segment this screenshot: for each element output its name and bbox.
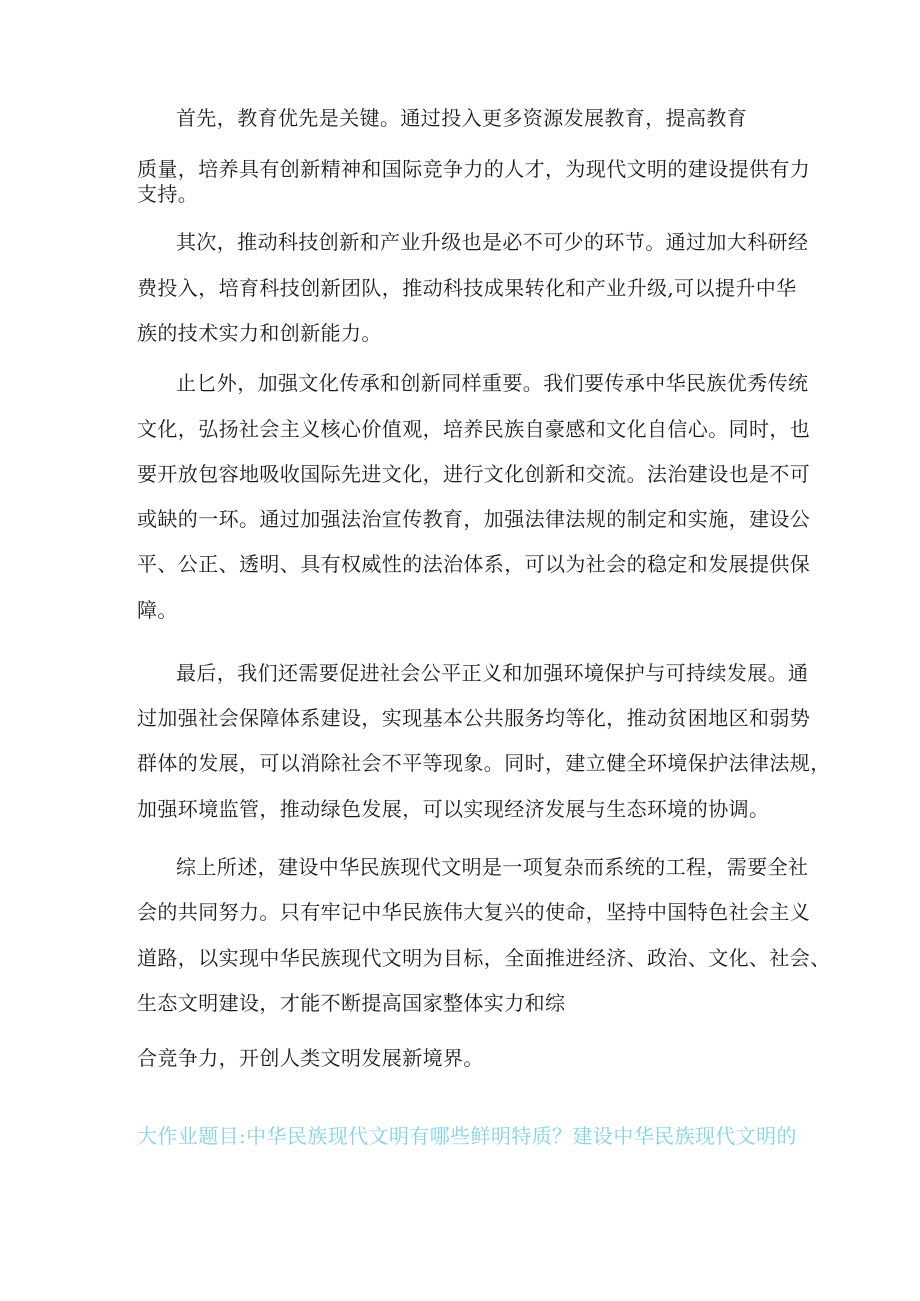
text-line: 或缺的一环。通过加强法治宣传教育，加强法律法规的制定和实施，建设公 [137,507,811,531]
text-line: 群体的发展，可以消除社会不平等现象。同时，建立健全环境保护法律法规， [137,751,831,775]
text-line: 生态文明建设，才能不断提高国家整体实力和综 [137,991,566,1015]
text-line: 综上所述，建设中华民族现代文明是一项复杂而系统的工程，需要全社 [176,855,809,879]
text-line: 费投入，培育科技创新团队，推动科技成果转化和产业升级,可以提升中华 [137,276,797,300]
text-line: 会的共同努力。只有牢记中华民族伟大复兴的使命，坚持中国特色社会主义 [137,900,811,924]
text-line: 首先，教育优先是关键。通过投入更多资源发展教育，提高教育 [176,106,748,130]
text-line: 平、公正、透明、具有权威性的法治体系，可以为社会的稳定和发展提供保 [137,552,811,576]
assignment-heading: 大作业题目:中华民族现代文明有哪些鲜明特质？建设中华民族现代文明的 [137,1124,797,1148]
text-line: 道路，以实现中华民族现代文明为目标，全面推进经济、政治、文化、社会、 [137,946,831,970]
text-line: 族的技术实力和创新能力。 [137,321,382,345]
text-line: 其次，推动科技创新和产业升级也是必不可少的环节。通过加大科研经 [176,230,809,254]
text-line: 障。 [137,598,178,622]
text-line: 合竞争力，开创人类文明发展新境界。 [137,1046,484,1070]
text-line: 止匕外，加强文化传承和创新同样重要。我们要传承中华民族优秀传统 [176,371,809,395]
text-line: 最后，我们还需要促进社会公平正义和加强环境保护与可持续发展。通 [176,661,809,685]
text-line: 文化，弘扬社会主义核心价值观，培养民族自豪感和文化自信心。同时，也 [137,417,811,441]
text-line: 支持。 [137,182,199,206]
text-line: 质量，培养具有创新精神和国际竞争力的人才，为现代文明的建设提供有力 [137,157,811,181]
text-line: 过加强社会保障体系建设，实现基本公共服务均等化，推动贫困地区和弱势 [137,706,811,730]
text-line: 加强环境监管，推动绿色发展，可以实现经济发展与生态环境的协调。 [137,797,770,821]
text-line: 要开放包容地吸收国际先进文化，进行文化创新和交流。法治建设也是不可 [137,462,811,486]
